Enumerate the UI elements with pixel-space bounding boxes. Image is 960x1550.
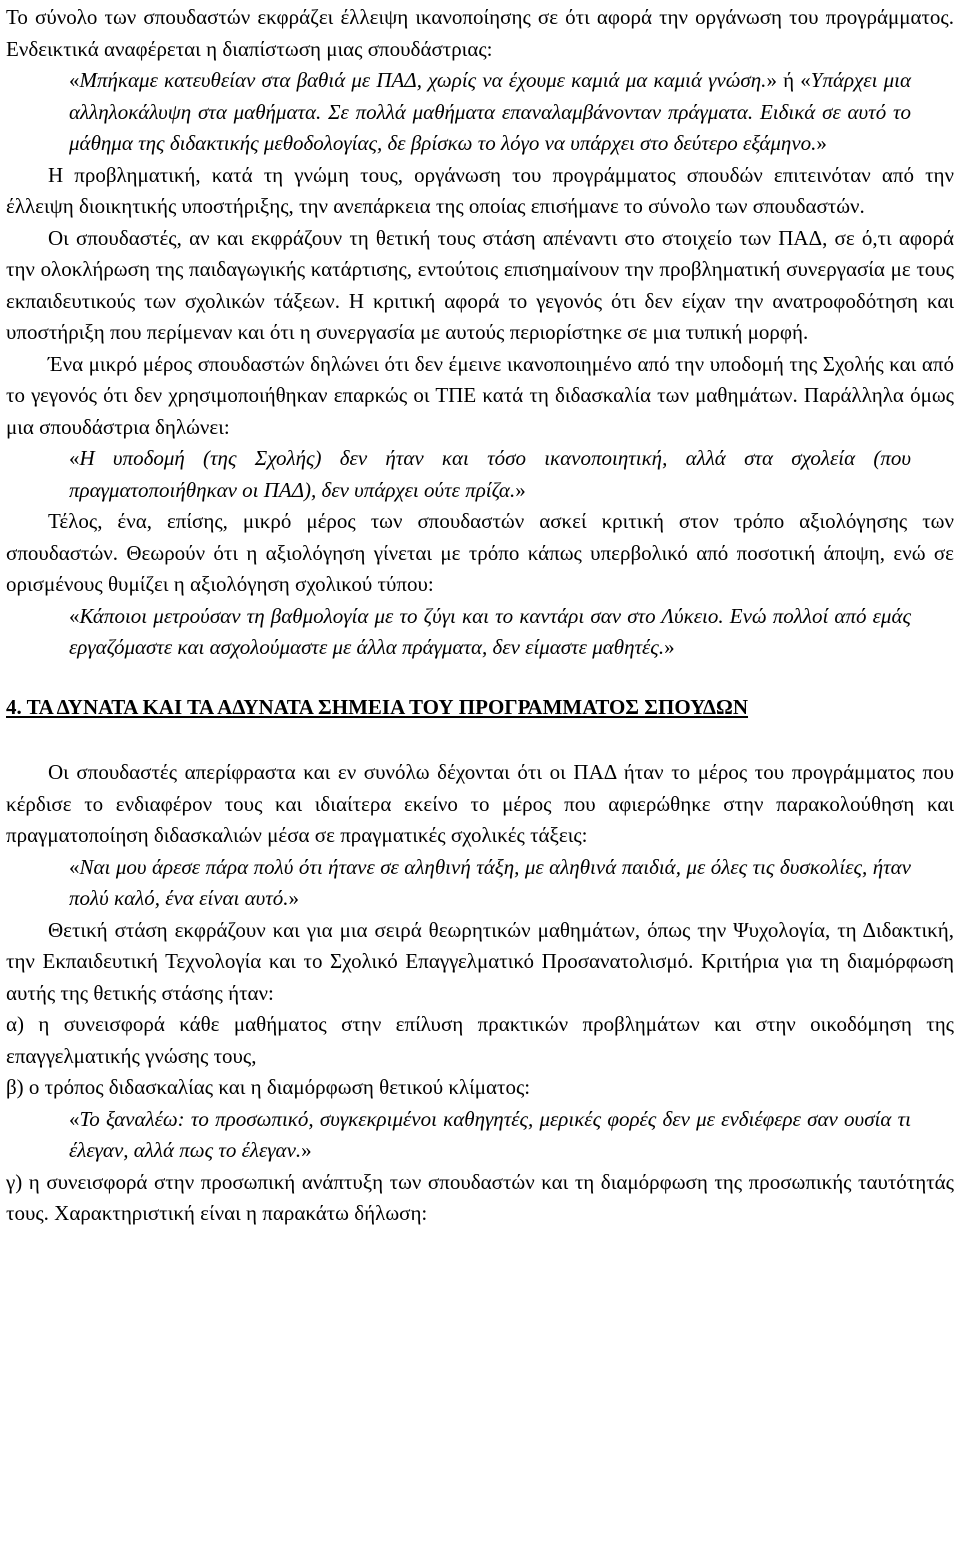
quote-close-mark: » — [515, 477, 526, 502]
quote-open-mark: « — [69, 854, 80, 879]
list-item-c: γ) η συνεισφορά στην προσωπική ανάπτυξη των σπουδαστών και τη διαμόρφωση της προσωπικής ταυτότητάς τους. Χαρακτηριστική είναι η παρακάτω δήλωση: — [6, 1169, 954, 1225]
quote-text-2: Υπάρχει μια αλληλοκάλυψη στα μαθήματα. Σε πολλά μαθήματα επαναλαμβάνονταν πράγματα. Ειδικά σε αυτό το μάθημα της διδακτικής μεθοδολογίας, δε βρίσκω το λόγο να υπάρχει στο δεύτερο εξάμηνο. — [69, 68, 911, 155]
quote-open-mark: « — [69, 68, 80, 92]
paragraph-infrastructure: Ένα μικρό μέρος σπουδαστών δηλώνει ότι δεν έμεινε ικανοποιημένο από την υποδομή της Σχολής και από το γεγονός ότι δεν χρησιμοποιήθηκαν επαρκώς οι ΤΠΕ κατά τη διδασκαλία των μαθημάτων. Παράλληλα όμως μια σπουδάστρια δηλώνει: — [6, 351, 954, 439]
quote-text: Το ξαναλέω: το προσωπικό, συγκεκριμένοι καθηγητές, μερικές φορές δεν με ενδιέφερε σαν ουσία τι έλεγαν, αλλά πως το έλεγαν. — [69, 1106, 911, 1162]
section-heading: 4. ΤΑ ΔΥΝΑΤΑ ΚΑΙ ΤΑ ΑΔΥΝΑΤΑ ΣΗΜΕΙΑ ΤΟΥ ΠΡΟΓΡΑΜΜΑΤΟΣ ΣΠΟΥΔΩΝ — [6, 694, 749, 719]
quote-open-mark: « — [69, 603, 80, 628]
quote-close-mark: » — [664, 635, 675, 659]
list-item-a: α) η συνεισφορά κάθε μαθήματος στην επίλυση πρακτικών προβλημάτων και στην οικοδόμηση της επαγγελματικής γνώσης τους, — [6, 1012, 954, 1068]
quote-close-mark: » — [288, 886, 300, 910]
quote-student-2 — [69, 443, 911, 506]
quote-student-4 — [69, 852, 911, 915]
quote-student-1 — [69, 65, 911, 160]
paragraph-assessment: Τέλος, ένα, επίσης, μικρό μέρος των σπουδαστών ασκεί κριτική στον τρόπο αξιολόγησης των σπουδαστών. Θεωρούν ότι η αξιολόγηση γίνεται με τρόπο κάπως υπερβολικό από ποσοτική άποψη, ενώ σε ορισμένους θυμίζει η αξιολόγηση σχολικού τύπου: — [6, 509, 954, 596]
quote-open-mark: « — [69, 446, 80, 470]
quote-open-mark: « — [69, 1106, 80, 1131]
list-item-b: β) ο τρόπος διδασκαλίας και η διαμόρφωση θετικού κλίματος: — [6, 1075, 531, 1099]
paragraph-student-dissatisfaction: Το σύνολο των σπουδαστών εκφράζει έλλειψη ικανοποίησης σε ότι αφορά την οργάνωση του προγράμματος. Ενδεικτικά αναφέρεται η διαπίστωση μιας σπουδάστριας: — [6, 5, 954, 61]
quote-text: Μπήκαμε κατευθείαν στα βαθιά με ΠΑΔ, χωρίς να έχουμε καμιά μα καμιά γνώση. — [79, 68, 767, 92]
paragraph-teacher-cooperation: Οι σπουδαστές, αν και εκφράζουν τη θετική τους στάση απέναντι στο στοιχείο των ΠΑΔ, σε ό,τι αφορά την ολοκλήρωση της παιδαγωγικής κατάρτισης, εντούτοις επισημαίνουν την προβληματική συνεργασία με τους εκπαιδευτικούς των σχολικών τάξεων. Η κριτική αφορά το γεγονός ότι δεν είχαν την ανατροφοδότηση και υποστήριξη που περίμεναν και ότι η συνεργασία με αυτούς περιορίστηκε σε μια τυπική μορφή. — [6, 225, 954, 344]
quote-close-mark: » — [301, 1138, 312, 1162]
quote-student-3 — [69, 601, 911, 664]
quote-close-mark: » — [816, 131, 827, 155]
quote-text: Κάποιοι μετρούσαν τη βαθμολογία με το ζύγι και το καντάρι σαν στο Λύκειο. Ενώ πολλοί από εμάς εργαζόμαστε και ασχολούμαστε με άλλα πράγματα, δεν είμαστε μαθητές. — [69, 603, 911, 659]
quote-text: Η υποδομή (της Σχολής) δεν ήταν και τόσο ικανοποιητική, αλλά στα σχολεία (που πραγματοποιήθηκαν οι ΠΑΔ), δεν υπάρχει ούτε πρίζα. — [69, 446, 911, 502]
quote-text: Ναι μου άρεσε πάρα πολύ ότι ήτανε σε αληθινή τάξη, με αληθινά παιδιά, με όλες τις δυσκολίες, ήταν πολύ καλό, ένα είναι αυτό. — [69, 854, 911, 910]
quote-student-5 — [69, 1104, 911, 1167]
paragraph-admin-support: Η προβληματική, κατά τη γνώμη τους, οργάνωση του προγράμματος σπουδών επιτεινόταν από την έλλειψη διοικητικής υποστήριξης, την ανεπάρκεια της οποίας επισήμανε το σύνολο των σπουδαστών. — [6, 162, 954, 218]
quote-separator: » ή « — [766, 68, 811, 92]
paragraph-teaching-practice: Οι σπουδαστές απερίφραστα και εν συνόλω δέχονται ότι οι ΠΑΔ ήταν το μέρος του προγράμματος που κέρδισε το ενδιαφέρον τους και ιδιαίτερα εκείνο το μέρος που αφιερώθηκε στην παρακολούθηση και πραγματοποίηση διδασκαλιών μέσα σε πραγματικές σχολικές τάξεις: — [6, 760, 954, 847]
paragraph-theory-courses: Θετική στάση εκφράζουν και για μια σειρά θεωρητικών μαθημάτων, όπως την Ψυχολογία, τη Διδακτική, την Εκπαιδευτική Τεχνολογία και το Σχολικό Επαγγελματικό Προσανατολισμό. Κριτήρια για τη διαμόρφωση αυτής της θετικής στάσης ήταν: — [6, 917, 954, 1005]
